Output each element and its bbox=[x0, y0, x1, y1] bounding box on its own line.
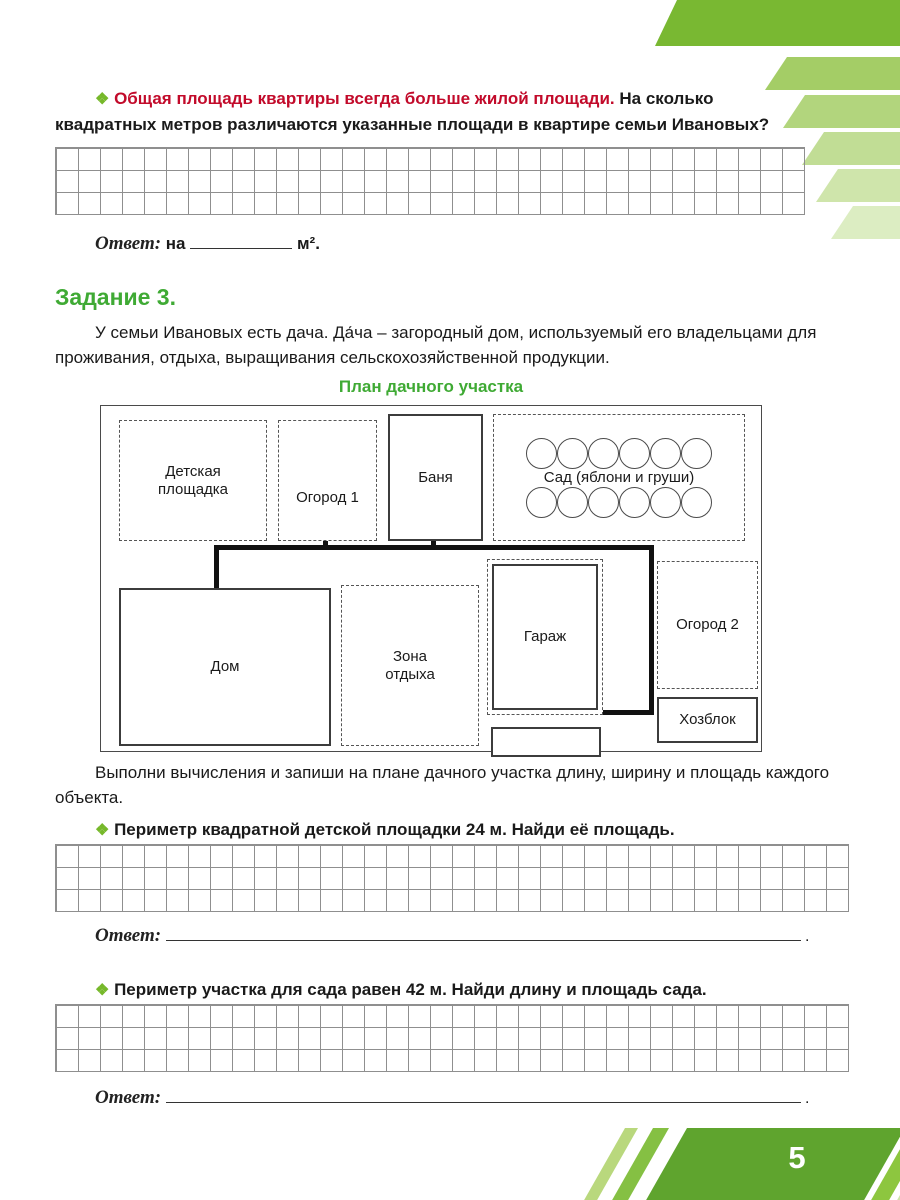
question-flat-red-text: Общая площадь квартиры всегда больше жилой площади. bbox=[114, 89, 615, 108]
answer-line-3 bbox=[95, 1085, 809, 1109]
tree-icon bbox=[681, 438, 712, 469]
answer-prefix: на bbox=[165, 234, 186, 253]
answer-end: . bbox=[804, 928, 810, 945]
answer-blank bbox=[190, 231, 292, 249]
tree-icon bbox=[650, 487, 681, 518]
plan-diagram bbox=[100, 405, 762, 752]
page-number: 5 bbox=[788, 1140, 806, 1175]
task3-instruction: Выполни вычисления и запиши на плане дачного участка длину, ширину и площадь каждого объекта. bbox=[55, 763, 830, 807]
diamond-bullet-icon: ❖ bbox=[95, 822, 110, 839]
orchard-tree-row bbox=[526, 438, 712, 469]
plan-area-garden1 bbox=[278, 420, 377, 541]
plan-garage-building bbox=[492, 564, 598, 710]
plan-label-shed: Хозблок bbox=[679, 711, 736, 728]
tree-icon bbox=[557, 487, 588, 518]
answer-line-2 bbox=[95, 923, 809, 947]
answer-label: Ответ: bbox=[95, 925, 162, 946]
answer-grid bbox=[55, 1004, 849, 1072]
plan-area-rest-zone bbox=[341, 585, 479, 746]
task3-intro: У семьи Ивановых есть дача. Да́ча – загородный дом, используемый его владельцами для проживания, отдыха, выращивания сельскохозяйственной продукции. bbox=[55, 323, 817, 367]
path-right-vertical bbox=[649, 545, 654, 715]
answer-end: . bbox=[804, 1090, 810, 1107]
answer-label: Ответ: bbox=[95, 1087, 162, 1108]
plan-area-garage bbox=[487, 559, 603, 715]
subtask-orchard-text: Периметр участка для сада равен 42 м. Найди длину и площадь сада. bbox=[114, 980, 707, 999]
plan-label-playground: Детская площадка bbox=[157, 462, 229, 498]
answer-blank bbox=[166, 1085, 801, 1103]
plan-label-garden2: Огород 2 bbox=[676, 616, 739, 633]
plan-area-playground bbox=[119, 420, 267, 541]
task3-heading: Задание 3. bbox=[55, 284, 176, 310]
plan-label-rest-zone: Зона отдыха bbox=[385, 647, 435, 683]
answer-blank bbox=[166, 923, 801, 941]
tree-icon bbox=[588, 438, 619, 469]
plan-area-garden2 bbox=[657, 561, 758, 689]
subtask-playground bbox=[95, 817, 675, 843]
deco-stripe bbox=[816, 169, 900, 202]
answer-grid bbox=[55, 147, 805, 215]
plan-area-shed bbox=[657, 697, 758, 743]
question-flat-black-text: На сколько квадратных метров различаются указанные площади в квартире семьи Ивановых? bbox=[55, 89, 770, 134]
subtask-orchard bbox=[95, 977, 707, 1003]
tree-icon bbox=[557, 438, 588, 469]
plan-label-garage: Гараж bbox=[523, 628, 567, 645]
orchard-tree-row bbox=[526, 487, 712, 518]
tree-icon bbox=[526, 438, 557, 469]
subtask-playground-text: Периметр квадратной детской площадки 24 м. Найди её площадь. bbox=[114, 820, 675, 839]
answer-line-1 bbox=[95, 231, 320, 255]
deco-stripe bbox=[655, 0, 900, 46]
deco-stripe bbox=[831, 206, 900, 239]
plan-area-house bbox=[119, 588, 331, 746]
plan-label-garden1: Огород 1 bbox=[296, 489, 359, 506]
plan-label-house: Дом bbox=[210, 658, 240, 675]
question-flat-area bbox=[55, 86, 819, 137]
plan-area-bathhouse bbox=[388, 414, 483, 541]
answer-label: Ответ: bbox=[95, 233, 162, 254]
footer-green-band bbox=[645, 1128, 900, 1200]
tree-icon bbox=[650, 438, 681, 469]
tree-icon bbox=[588, 487, 619, 518]
answer-grid bbox=[55, 844, 849, 912]
plan-gate-box bbox=[491, 727, 601, 757]
answer-unit: м². bbox=[296, 234, 320, 253]
tree-icon bbox=[681, 487, 712, 518]
plan-label-orchard: Сад (яблони и груши) bbox=[543, 468, 695, 486]
plan-area-orchard bbox=[493, 414, 745, 541]
plan-title: План дачного участка bbox=[338, 377, 524, 396]
path-to-house bbox=[214, 548, 219, 590]
tree-icon bbox=[619, 487, 650, 518]
tree-icon bbox=[526, 487, 557, 518]
diamond-bullet-icon: ❖ bbox=[95, 982, 110, 999]
plan-label-bathhouse: Баня bbox=[418, 468, 453, 486]
diamond-bullet-icon: ❖ bbox=[95, 91, 110, 108]
tree-icon bbox=[619, 438, 650, 469]
